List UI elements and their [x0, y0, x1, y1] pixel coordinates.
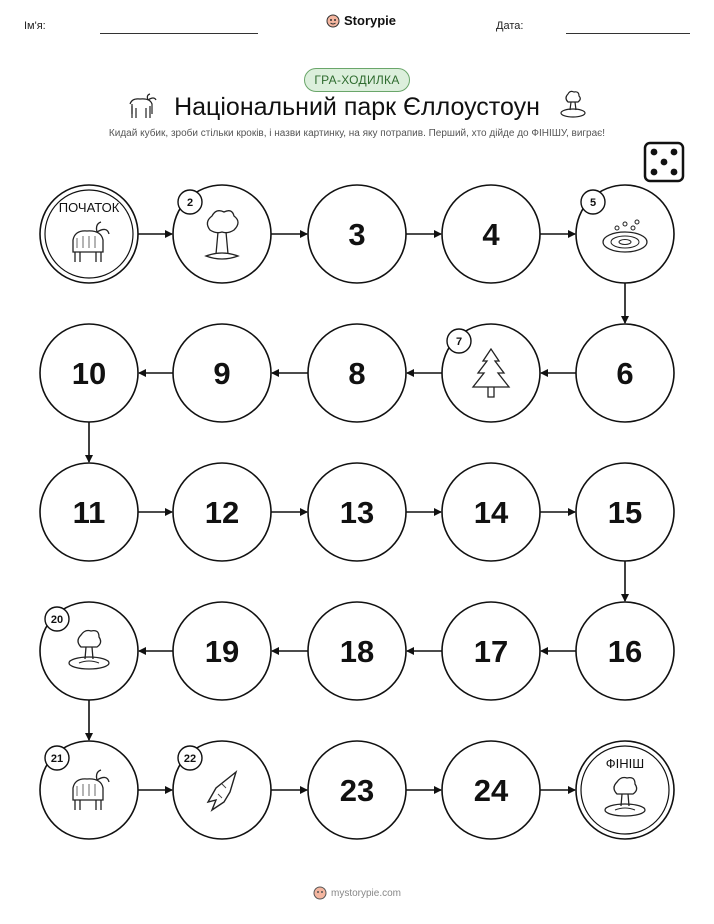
game-type-pill: ГРА-ХОДИЛКА	[304, 68, 410, 92]
badge-number: 7	[455, 336, 463, 348]
instructions: Кидай кубик, зроби стільки кроків, і назви картинку, на яку потрапив. Перший, хто дійде до ФІНІШУ, виграє!	[108, 128, 606, 139]
board-space-21	[40, 741, 138, 839]
space-number-badge	[178, 190, 202, 214]
storypie-logo-icon	[313, 886, 327, 900]
board-space-16	[576, 602, 674, 700]
space-label: 9	[213, 356, 231, 391]
board-space-17	[442, 602, 540, 700]
space-label: 18	[339, 634, 375, 669]
start-space	[40, 185, 138, 283]
space-label: 16	[607, 634, 643, 669]
space-label: 10	[71, 356, 107, 391]
space-number-badge	[581, 190, 605, 214]
space-label: 14	[473, 495, 509, 530]
space-label: ФІНІШ	[605, 756, 645, 771]
badge-number: 20	[50, 614, 64, 626]
space-label: 15	[607, 495, 643, 530]
board-space-10	[40, 324, 138, 422]
page-title: Національний парк Єллоустоун	[174, 93, 540, 121]
board-space-14	[442, 463, 540, 561]
badge-number: 5	[589, 197, 597, 209]
board-space-13	[308, 463, 406, 561]
board-space-4	[442, 185, 540, 283]
footer-url: mystorypie.com	[330, 887, 401, 899]
space-label: 11	[72, 495, 106, 530]
space-number-badge	[447, 329, 471, 353]
board-space-24	[442, 741, 540, 839]
board-space-3	[308, 185, 406, 283]
board-space-12	[173, 463, 271, 561]
board-space-22	[173, 741, 271, 839]
space-label: 17	[473, 634, 509, 669]
name-label: Ім'я:	[24, 20, 46, 32]
board-space-9	[173, 324, 271, 422]
brand-name: Storypie	[344, 13, 397, 28]
finish-space	[576, 741, 674, 839]
space-label: 4	[482, 217, 500, 252]
space-number-badge	[45, 607, 69, 631]
footer	[0, 886, 714, 900]
board-space-18	[308, 602, 406, 700]
board-space-20	[40, 602, 138, 700]
board-space-23	[308, 741, 406, 839]
badge-number: 21	[50, 753, 64, 765]
date-label: Дата:	[496, 20, 524, 32]
board-space-11	[40, 463, 138, 561]
space-label: 6	[616, 356, 634, 391]
space-label: 19	[204, 634, 240, 669]
board-space-19	[173, 602, 271, 700]
badge-number: 2	[186, 197, 194, 209]
space-label: 3	[348, 217, 366, 252]
board-space-6	[576, 324, 674, 422]
space-number-badge	[45, 746, 69, 770]
space-label: 12	[204, 495, 240, 530]
space-label: 8	[348, 356, 366, 391]
board-space-2	[173, 185, 271, 283]
board-space-15	[576, 463, 674, 561]
board-space-7	[442, 324, 540, 422]
board-space-5	[576, 185, 674, 283]
space-label: 13	[339, 495, 375, 530]
badge-number: 22	[183, 753, 197, 765]
space-label: ПОЧАТОК	[58, 200, 120, 215]
space-number-badge	[178, 746, 202, 770]
board-space-8	[308, 324, 406, 422]
space-label: 23	[339, 773, 375, 808]
space-label: 24	[473, 773, 509, 808]
